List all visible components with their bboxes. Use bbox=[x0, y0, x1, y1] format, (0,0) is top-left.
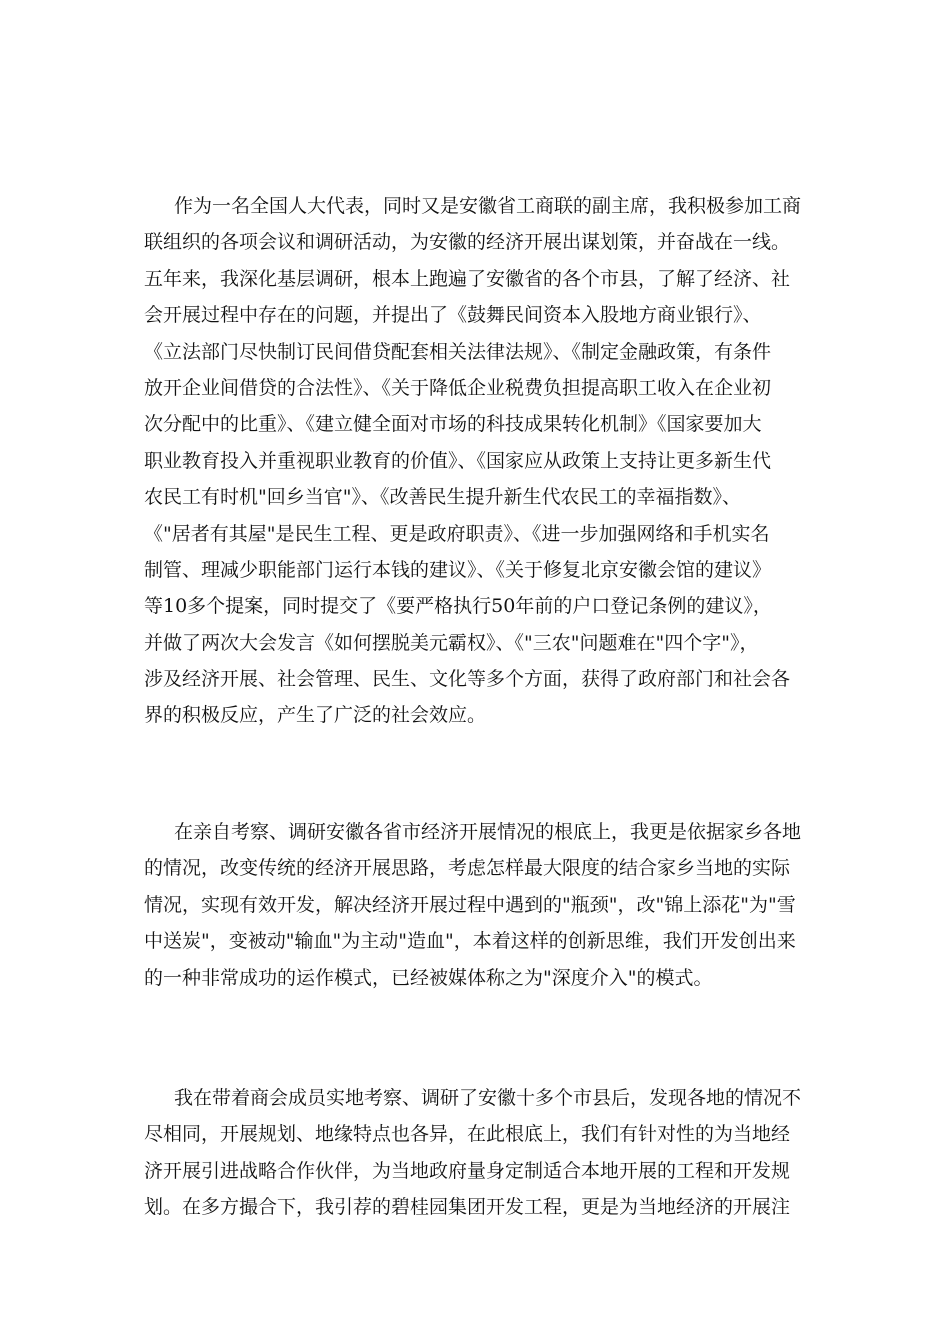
text-line: 《立法部门尽快制订民间借贷配套相关法律法规》、《制定金融政策，有条件 bbox=[144, 340, 772, 363]
text-line: 五年来，我深化基层调研，根本上跑遍了安徽省的各个市县，了解了经济、社 bbox=[144, 267, 791, 290]
paragraph-2 bbox=[144, 814, 808, 996]
text-line: 农民工有时机"回乡当官"》、《改善民生提升新生代农民工的幸福指数》、 bbox=[144, 486, 741, 509]
text-line: 情况，实现有效开发，解决经济开展过程中遇到的"瓶颈"，改"锦上添花"为"雪 bbox=[144, 893, 796, 916]
text-line: 作为一名全国人大代表，同时又是安徽省工商联的副主席，我积极参加工商 bbox=[174, 195, 802, 217]
text-line: 会开展过程中存在的问题，并提出了《鼓舞民间资本入股地方商业银行》、 bbox=[144, 304, 762, 327]
text-line: 制管、理减少职能部门运行本钱的建议》、《关于修复北京安徽会馆的建议》 bbox=[144, 558, 772, 581]
text-line: 联组织的各项会议和调研活动，为安徽的经济开展出谋划策，并奋战在一线。 bbox=[144, 231, 791, 254]
text-line: 职业教育投入并重视职业教育的价值》、《国家应从政策上支持让更多新生代 bbox=[144, 449, 772, 472]
text-line: 济开展引进战略合作伙伴，为当地政府量身定制适合本地开展的工程和开发规 bbox=[144, 1159, 791, 1182]
text-line: 等10多个提案，同时提交了《要严格执行50年前的户口登记条例的建议》， bbox=[144, 595, 772, 618]
text-line: 《"居者有其屋"是民生工程、更是政府职责》、《进一步加强网络和手机实名 bbox=[144, 522, 770, 545]
text-line: 尽相同，开展规划、地缘特点也各异，在此根底上，我们有针对性的为当地经 bbox=[144, 1123, 791, 1146]
text-line: 中送炭"，变被动"输血"为主动"造血"，本着这样的创新思维，我们开发创出来 bbox=[144, 930, 796, 953]
text-line: 放开企业间借贷的合法性》、《关于降低企业税费负担提高职工收入在企业初 bbox=[144, 376, 772, 399]
paragraph-3 bbox=[144, 1080, 808, 1226]
text-line: 并做了两次大会发言《如何摆脱美元霸权》、《"三农"问题难在"四个字"》， bbox=[144, 631, 759, 654]
text-line: 界的积极反应，产生了广泛的社会效应。 bbox=[144, 704, 487, 727]
paragraph-1 bbox=[144, 188, 808, 734]
text-line: 次分配中的比重》、《建立健全面对市场的科技成果转化机制》《国家要加大 bbox=[144, 413, 762, 436]
text-line: 在亲自考察、调研安徽各省市经济开展情况的根底上，我更是依据家乡各地 bbox=[174, 821, 802, 843]
text-line: 划。在多方撮合下，我引荐的碧桂园集团开发工程，更是为当地经济的开展注 bbox=[144, 1196, 791, 1219]
text-line: 的一种非常成功的运作模式，已经被媒体称之为"深度介入"的模式。 bbox=[144, 966, 713, 989]
text-line: 我在带着商会成员实地考察、调研了安徽十多个市县后，发现各地的情况不 bbox=[174, 1087, 802, 1109]
text-line: 涉及经济开展、社会管理、民生、文化等多个方面，获得了政府部门和社会各 bbox=[144, 668, 791, 691]
text-line: 的情况，改变传统的经济开展思路，考虑怎样最大限度的结合家乡当地的实际 bbox=[144, 857, 791, 880]
